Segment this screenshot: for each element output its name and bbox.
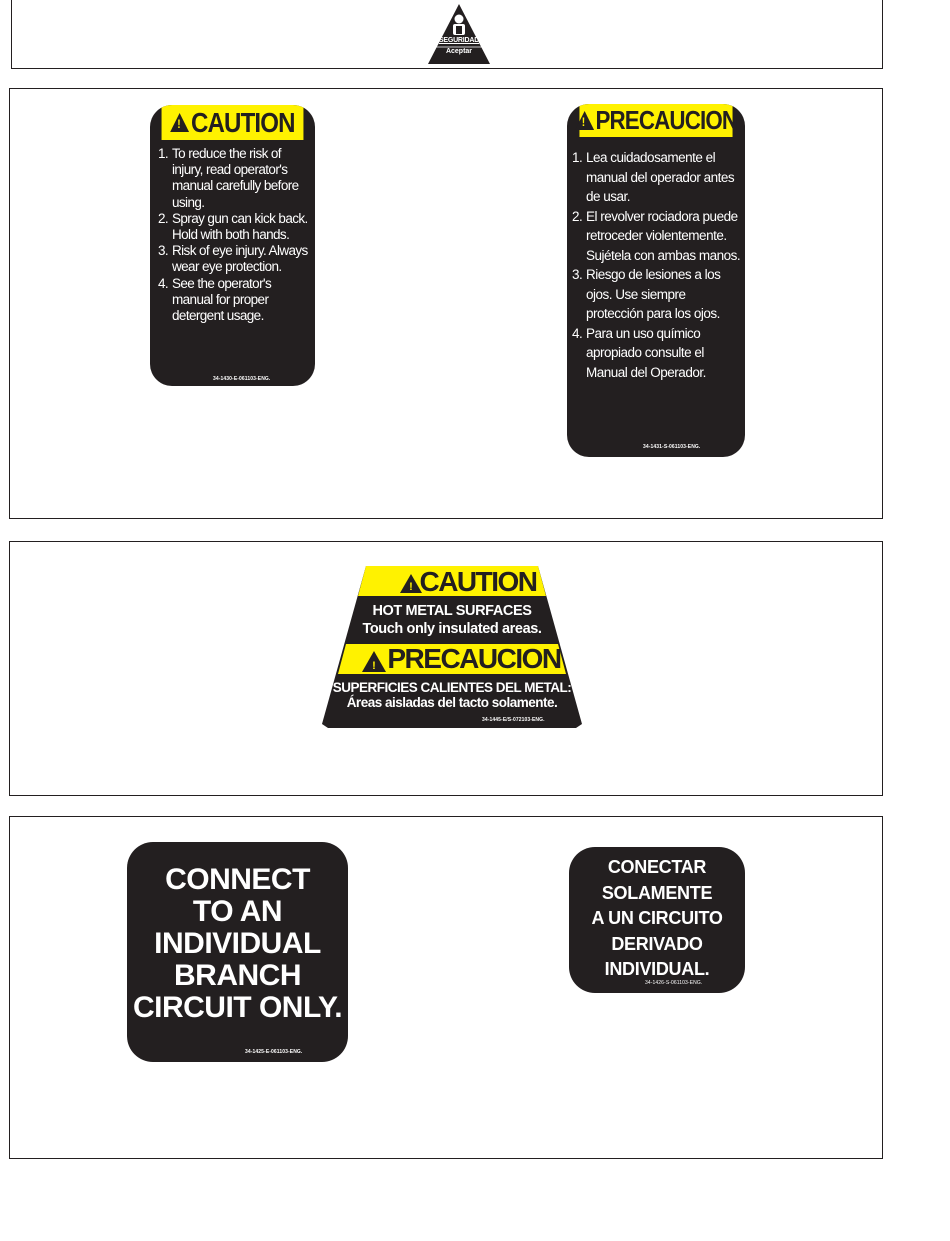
item-number: 2. [158, 210, 169, 226]
item-number: 1. [158, 146, 169, 161]
item-text: El revolver rociadora puede retroceder violentemente. Sujételа con ambas manos. [586, 208, 741, 263]
hot-metal-precaucion-line2: Áreas aisladas del tacto solamente. [346, 695, 558, 710]
safety-badge [426, 3, 492, 65]
decal-code: 34-1426-S-061103-ENG. [645, 980, 703, 986]
item-number: 4. [572, 325, 583, 341]
hot-metal-precaucion-line1: SUPERFICIES CALIENTES DEL METAL: [332, 680, 572, 695]
decal-code: 34-1431-S-061103-ENG. [643, 444, 701, 450]
hot-metal-decal [322, 566, 582, 728]
connect-line: DERIVADO [611, 933, 703, 954]
decal-code: 34-1425-E-061103-ENG. [245, 1049, 303, 1055]
item-text: To reduce the risk of injury, read operator's manual carefully before using. [172, 146, 299, 210]
list-item [572, 324, 744, 383]
list-item [572, 148, 744, 207]
connect-decal-english [127, 842, 348, 1062]
connect-line: SOLAMENTE [601, 882, 713, 903]
item-text: Spray gun can kick back. Hold with both hands. [172, 210, 308, 243]
item-text: See the operator's manual for proper detergent usage. [172, 275, 272, 324]
panel-caution-decals [9, 88, 883, 519]
connect-decal-spanish [569, 847, 745, 993]
precaucion-decal [567, 104, 745, 457]
precaucion-list [572, 148, 744, 382]
list-item [572, 207, 744, 266]
list-item [572, 265, 744, 324]
precaucion-header [579, 104, 738, 137]
connect-line: A UN CIRCUITO [591, 908, 723, 928]
list-item [158, 243, 310, 275]
list-item [158, 146, 310, 211]
list-item [158, 211, 310, 243]
item-text: Para un uso químico apropiado consulte el Manual del Operador. [586, 325, 706, 380]
caution-title: CAUTION [190, 106, 295, 138]
caution-header [162, 105, 304, 140]
connect-line: INDIVIDUAL. [604, 959, 710, 979]
badge-label-top: SEGURIDAD [438, 37, 480, 44]
precaucion-title: PRECAUCION [595, 105, 738, 135]
decal-code: 34-1430-E-061103-ENG. [213, 376, 271, 382]
connect-line: BRANCH [174, 959, 301, 992]
hot-metal-caution-title: CAUTION [419, 566, 537, 597]
item-number: 3. [158, 243, 169, 259]
hot-metal-caution-line1: HOT METAL SURFACES [372, 603, 532, 619]
decal-code: 34-1445-E/S-072103-ENG. [482, 717, 545, 723]
caution-decal [150, 105, 315, 386]
warning-icon [170, 113, 189, 132]
svg-text:!: ! [372, 660, 376, 672]
item-number: 2. [572, 208, 583, 224]
list-item [158, 276, 310, 325]
item-number: 3. [572, 267, 583, 282]
connect-line: CONNECT [165, 863, 310, 896]
item-text: Risk of eye injury. Always wear eye protection. [172, 243, 308, 275]
connect-line: CIRCUIT ONLY. [132, 991, 343, 1024]
hot-metal-precaucion-title: PRECAUCION [387, 643, 561, 674]
svg-text:!: ! [409, 581, 413, 593]
connect-line: INDIVIDUAL [154, 927, 321, 960]
hot-metal-caution-line2: Touch only insulated areas. [362, 621, 542, 637]
connect-line: TO AN [192, 895, 283, 928]
caution-list [158, 146, 310, 324]
safety-triangle-icon [426, 3, 492, 65]
connect-text [569, 855, 745, 983]
item-number: 1. [572, 150, 583, 165]
connect-text [127, 864, 348, 1024]
connect-line: CONECTAR [607, 857, 707, 877]
badge-label-bottom: Aceptar [445, 48, 473, 55]
item-text: Riesgo de lesiones a los ojos. Use siempre protección para los ojos. [586, 267, 721, 321]
warning-icon [575, 111, 594, 130]
item-text: Lea cuidadosamente el manual del operador antes de usar. [586, 150, 735, 204]
item-number: 4. [158, 275, 169, 291]
